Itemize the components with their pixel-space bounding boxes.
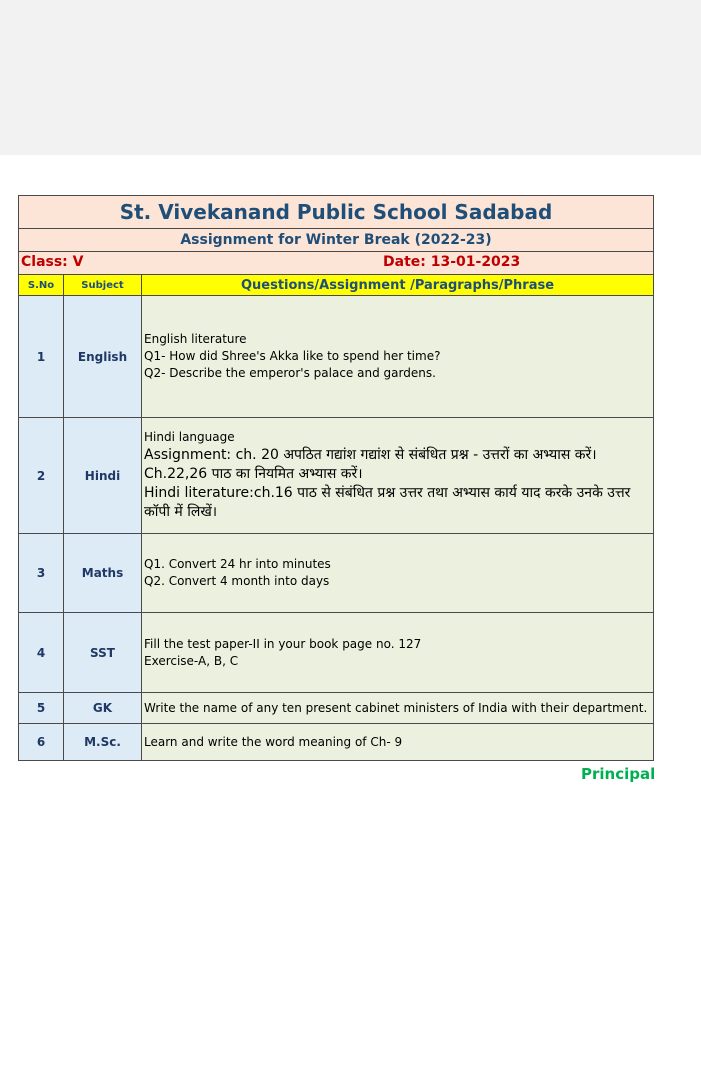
row-subject: M.Sc. xyxy=(64,724,142,761)
assignment-table xyxy=(18,195,654,761)
table-row xyxy=(19,296,654,418)
row-content xyxy=(142,296,654,418)
column-header-questions: Questions/Assignment /Paragraphs/Phrase xyxy=(142,275,654,296)
column-header-row xyxy=(19,275,654,296)
table-row xyxy=(19,418,654,534)
row-subject: Maths xyxy=(64,534,142,613)
content-line: Q2- Describe the emperor's palace and gardens. xyxy=(144,366,436,380)
table-row xyxy=(19,613,654,693)
row-number: 5 xyxy=(19,693,64,724)
row-number: 3 xyxy=(19,534,64,613)
content-line: Ch.22,26 पाठ का नियमित अभ्यास करें। xyxy=(144,466,363,482)
row-number: 4 xyxy=(19,613,64,693)
row-content xyxy=(142,693,654,724)
principal-signature: Principal xyxy=(581,765,656,783)
top-gray-band xyxy=(0,0,701,155)
row-subject: Hindi xyxy=(64,418,142,534)
row-subject: GK xyxy=(64,693,142,724)
table-row xyxy=(19,693,654,724)
content-line: English literature xyxy=(144,332,247,346)
assignment-title: Assignment for Winter Break (2022-23) xyxy=(19,229,654,252)
date-label: Date: 13-01-2023 xyxy=(383,254,521,270)
column-header-sno: S.No xyxy=(19,275,64,296)
row-subject: English xyxy=(64,296,142,418)
table-row xyxy=(19,724,654,761)
assignment-sheet xyxy=(18,195,653,761)
row-number: 6 xyxy=(19,724,64,761)
table-row xyxy=(19,534,654,613)
content-line: Exercise-A, B, C xyxy=(144,653,239,668)
row-content xyxy=(142,534,654,613)
row-content xyxy=(142,418,654,534)
row-content xyxy=(142,613,654,693)
school-name: St. Vivekanand Public School Sadabad xyxy=(19,196,654,229)
content-line: Assignment: ch. 20 अपठित गद्यांश गद्यांश से संबंधित प्रश्न - उत्तरों का अभ्यास करें। xyxy=(144,447,597,463)
content-line: Hindi language xyxy=(144,430,235,444)
content-line: Q1. Convert 24 hr into minutes xyxy=(144,557,331,571)
content-line: Q1- How did Shree's Akka like to spend her time? xyxy=(144,349,441,363)
column-header-subject: Subject xyxy=(64,275,142,296)
content-line: Hindi literature:ch.16 पाठ से संबंधित प्रश्न उत्तर तथा अभ्यास कार्य याद करके उनके उत्तर कॉपी में लिखें। xyxy=(144,485,631,520)
row-number: 1 xyxy=(19,296,64,418)
content-line: Write the name of any ten present cabinet ministers of India with their department. xyxy=(144,701,648,715)
class-date-row xyxy=(19,252,654,275)
content-line: Learn and write the word meaning of Ch- 9 xyxy=(144,734,403,749)
row-number: 2 xyxy=(19,418,64,534)
row-content xyxy=(142,724,654,761)
content-line: Fill the test paper-II in your book page no. 127 xyxy=(144,636,422,651)
class-label: Class: V xyxy=(21,254,84,270)
content-line: Q2. Convert 4 month into days xyxy=(144,574,330,588)
row-subject: SST xyxy=(64,613,142,693)
